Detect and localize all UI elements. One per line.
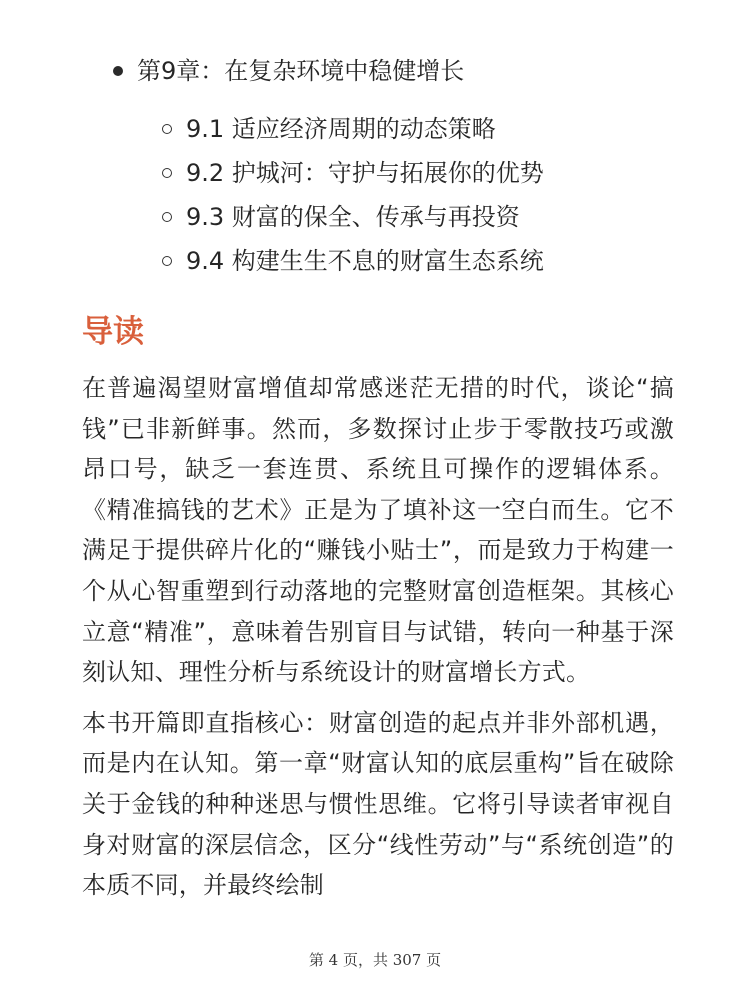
circle-bullet-icon — [162, 256, 172, 266]
toc-section-item[interactable] — [0, 240, 750, 284]
intro-paragraph: 本书开篇即直指核心：财富创造的起点并非外部机遇，而是内在认知。第一章“财富认知的底层重构”旨在破除关于金钱的种种迷思与惯性思维。它将引导读者审视自身对财富的深层信念，区分“线性劳动”与“系统创造”的本质不同，并最终绘制 — [82, 708, 674, 900]
page-number: 第 4 页，共 307 页 — [308, 951, 442, 969]
toc-section-title[interactable]: 9.1 适应经济周期的动态策略 — [186, 115, 496, 143]
toc-section-list — [0, 108, 750, 284]
toc-section-item[interactable] — [0, 152, 750, 196]
circle-bullet-icon — [162, 124, 172, 134]
toc-section-title[interactable]: 9.3 财富的保全、传承与再投资 — [186, 203, 520, 231]
toc-chapter-item[interactable] — [0, 50, 750, 94]
toc-section-title[interactable]: 9.4 构建生生不息的财富生态系统 — [186, 247, 544, 275]
intro-paragraph: 在普遍渴望财富增值却常感迷茫无措的时代，谈论“搞钱”已非新鲜事。然而，多数探讨止步于零散技巧或激昂口号，缺乏一套连贯、系统且可操作的逻辑体系。《精准搞钱的艺术》正是为了填补这一空白而生。它不满足于提供碎片化的“赚钱小贴士”，而是致力于构建一个从心智重塑到行动落地的完整财富创造框架。其核心立意“精准”，意味着告别盲目与试错，转向一种基于深刻认知、理性分析与系统设计的财富增长方式。 — [82, 374, 674, 687]
intro-body — [82, 368, 674, 916]
toc-section-item[interactable] — [0, 108, 750, 152]
disc-bullet-icon — [113, 66, 123, 76]
circle-bullet-icon — [162, 168, 172, 178]
toc-chapter-title[interactable]: 第9章：在复杂环境中稳健增长 — [137, 57, 465, 85]
circle-bullet-icon — [162, 212, 172, 222]
intro-heading: 导读 — [82, 314, 144, 350]
toc-section-title[interactable]: 9.2 护城河：守护与拓展你的优势 — [186, 159, 544, 187]
toc-section-item[interactable] — [0, 196, 750, 240]
table-of-contents — [0, 50, 750, 284]
